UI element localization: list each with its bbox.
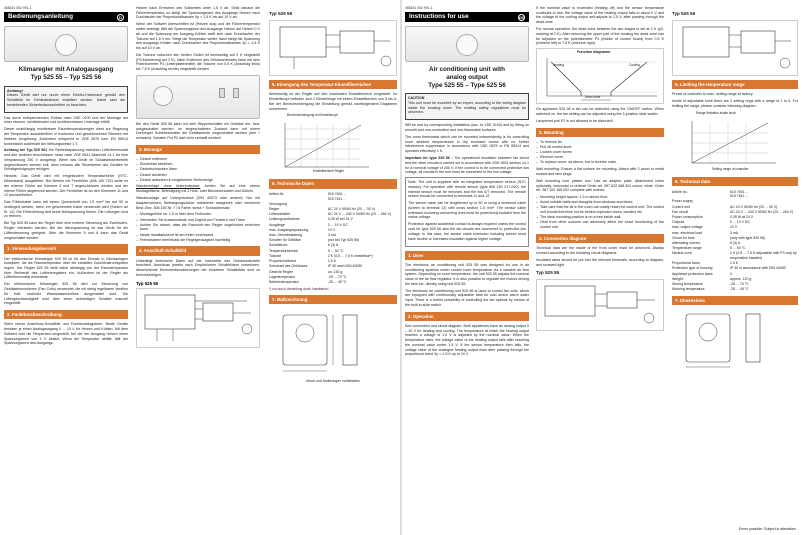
range-diagram-axis-en: Setting range of controller [712, 166, 749, 171]
table-cell: 6 (3) A [729, 240, 741, 245]
wiring-diagram-525-55-en [536, 279, 664, 331]
adjust-knob [55, 34, 77, 56]
wiring-diagram-svg-2-en [673, 21, 797, 75]
caution-box [405, 93, 529, 120]
montage-list-2 [136, 212, 260, 242]
table-cell: 10 V [729, 225, 738, 230]
title-line-2-en: analog output [446, 74, 488, 82]
table-cell: -25 ... 70 °C [327, 274, 347, 279]
table-cell: 6 (3) A [327, 243, 339, 248]
note-text: Note: The unit is supplied with an integrated temperature sensor (NTC resistor). For operation with remote sensor (type 606 150 217-000), the internal sensor must be removed and the link 6/7 removed. The remote sensor should be connected to terminals 11 and 12. [408, 180, 526, 199]
wiring-type-label-2: Typ 525 56 [269, 11, 293, 16]
title-line-3-en: Type 525 55 – Type 525 56 [428, 81, 506, 89]
table-cell: Temperature range [672, 246, 702, 251]
table-cell: AC 24 V ... 240 V 50/60 Hz (20 ... 264 V) [327, 212, 392, 217]
table-cell: -25 ... 45 °C [327, 279, 347, 284]
note-box [405, 177, 529, 246]
table-cell: Schutzart des Gehäuses [269, 264, 308, 269]
range-diagram-svg [269, 119, 397, 175]
operation-text-1: Heizen nach Erreichen des Sollwertes unter 1,5 V ab. Sinkt danach die Führertemperatur, so steigt der Spannungswert des Ausgangs Heizen nach Durchlaufen der Proportionalbandes Xp = 1,5 K bis auf 10 V an. [136, 6, 260, 20]
caution-text: This unit must be mounted by an expert, according to the wiring diagram inside the housing cover. The existing safety regulations must be observed. [408, 100, 526, 115]
important-note [405, 156, 529, 175]
table-cell: max. Strombelastung [269, 233, 303, 238]
device-open-photo [136, 75, 260, 119]
section-2-text: Siehe hierzu Anschluss-Schaltbild und Funktionsdiagramm. Beide Geräte besitzen je einen Analogausgang 0 ... 10 V für Heizen und Kühlen. Mit dem Sollwert wird die Temperatur eingestellt, bei der der Ausgang Heizen einen Spannungswert von 1 V besitzt. Wenn die Temperatur abfällt, fällt der Spannungswert des Ausgangs. [4, 322, 128, 346]
section-4-heading-en: 4. Connection diagram [536, 234, 664, 243]
wiring-type-label-2-en: Typ 525 56 [672, 11, 696, 16]
table-row [269, 212, 397, 217]
table-cell: AC 24 V 50/60 Hz (20 ... 30 V) [729, 204, 778, 209]
table-cell: Outputs [672, 220, 685, 225]
wall-mount-text-en: Wall mounting: Ensure a flat surface for mounting. Attach with 2 wood or metal screws and rawl plugs. [536, 167, 664, 176]
section-5-text-2-en: Inside of adjustable knob there are 2 setting rings with a range of 1 to 6. For limiting the range, please consider following diagram. [672, 99, 798, 108]
list-item: – Vermeiden Sie Aussenwände und Zugluft von Fenstern und Türen [136, 218, 260, 223]
warning-label: Achtung! [7, 88, 23, 93]
list-item: – Remove cover [536, 155, 664, 160]
doc-title-en [405, 66, 529, 89]
list-item: – To replace cover: as above, but in reverse order. [536, 160, 664, 165]
operation-text-2-en: For normal operation, the dead zone between the two stages is set at 2 K (p3-marking at 2 K). After removing the upper part of the housing the dead zone can be adjusted on the potentiometer P3 (middle of control board) from 0.5 K (extreme left) to 7.5 K (extreme right). [536, 27, 664, 46]
device-photo-front [4, 26, 128, 62]
wiring-type-label: Typ 525 55 [136, 281, 260, 287]
table-cell: 0.35 W at 24 V [729, 214, 754, 219]
section-5-heading-en: 5. Limiting the temperature range [672, 80, 798, 89]
table-cell: 5 ... 30 °C [729, 246, 746, 251]
table-cell: Proportional band [672, 261, 700, 266]
section-5-text-en: Preset of controller to max. setting range at factory. [672, 92, 754, 97]
table-cell: 1,5 K [327, 259, 337, 264]
section-2-heading-en: 2. Operation [405, 312, 529, 321]
table-cell: -25 ... 70 °C [729, 281, 749, 286]
table-cell: Control unit [672, 204, 690, 209]
range-diagram-en [672, 111, 798, 173]
footer-note-en: Errors possible / Subject to alterations [738, 526, 796, 531]
table-cell: 1.5 K [729, 261, 739, 266]
header-bar-en [405, 12, 529, 22]
warning-text: Dieses Gerät darf nur durch einen Elektro-Fachmann gemäß den Schaltbild im Gehäusedeckel installiert werden. Dabei sind die bestehenden Sicherheitsvorschriften zu beachten. [7, 93, 125, 107]
operation-text-1-en: If the nominal value is exceeded (heating off) and the sensor temperature continues to rise, the voltage value of the heating output falls to about 0 V and the voltage of the cooling output self-adjusts to 1.5 V, after passing through the dead zone. [536, 6, 664, 25]
function-heating-label: Heating [553, 63, 564, 68]
section-4-text-2-en: Insulated wires should be put into the relevant terminals, according to diagram, and screwed tight. [536, 257, 664, 267]
table-cell: Power consumption [672, 214, 703, 219]
list-item: – Avoid outside walls and draughts from windows and doors. [536, 200, 664, 205]
table-cell: IP 30 in accordance with DIN 40050 [729, 266, 786, 271]
table-cell: max. Ausgangsspannung [269, 227, 309, 232]
range-diagram [269, 113, 397, 175]
table-cell: 3 mA [729, 230, 739, 235]
list-item: – Deckel entfernen [136, 157, 260, 162]
header-title-en: Instructions for use [409, 13, 469, 21]
table-cell: 5 ... 30 °C [327, 248, 344, 253]
table-cell: approx. 120 g [729, 276, 752, 281]
table-cell: Proportionalband [269, 259, 296, 264]
table-cell: 10 V [327, 227, 336, 232]
table-row [672, 287, 798, 292]
table-cell: Lüfterschalter [269, 212, 291, 217]
list-item: – Pull off control knob [536, 145, 664, 150]
function-cooling-label: Cooling [629, 63, 640, 68]
table-cell: ca. 130 g [327, 269, 343, 274]
section-5-heading: 5. Einengung des Temperatur-Einstellbereiches [269, 80, 397, 89]
list-item: – Einstellrad abziehen; [136, 162, 260, 167]
section-3-heading: 3. Montage [136, 145, 260, 154]
range-diagram-label: Bereichseinengung im Einstellknopf [287, 113, 338, 118]
table-cell: Power supply [672, 199, 694, 204]
box-mount-text: Wandmontage auf Unterputzdose (DIN 49073 oder andere): Nur mit Adapterrahmen; Befestigungslöcher wahlweise waagrecht oder senkrecht Best.-Bez. 606 150 Nr. 7 / 8 Farbe: weiss + Schraubensatz [136, 196, 260, 210]
doc-number: 468151 002 991-1 [4, 6, 32, 10]
table-cell: 0,35 W bei 24 V [327, 217, 353, 222]
typ-warning-label: Achtung bei Typ 525 561 [4, 148, 48, 153]
table-cell: Schaltstrom [269, 243, 288, 248]
fuehler-text: Das Fühlerkabel kann mit einem Querschnitt von 1,5 mm² bis auf 50 m verlängert werden, wenn ein geschirmtes Kabel verwendet wird (Schirm an Kl. 12). Die Fühlerleitung darf keine Netzspannung führen. Die Leitungen sind zu trennen. [4, 200, 128, 219]
list-item: – To remove lid: [536, 140, 664, 145]
table-cell: AC 24 V 50/60 Hz (20 ... 30 V) [327, 207, 376, 212]
table-cell: Betriebstemperatur [269, 279, 299, 284]
table-cell: 3 mA [327, 233, 337, 238]
warning-box [4, 86, 128, 113]
table-row [269, 192, 397, 202]
table-cell: 2 K (0.5 ... 7.5 K adjustable with P3 only by responsible installer) [729, 251, 797, 260]
section-2-text-en: See connection and circuit diagram. Both appliances have an analog output 0 – 10 V for heating and cooling. The temperature at which the heating output reaches a voltage of 1.5 V is adjusted by the nominal value. When the temperature rises, the voltage value of the heating output falls after reaching the nominal value under 1.5 V. If the sensor temperature then falls, the voltage value of the analogue heating output rises after passing through the proportional band Xp = 1.5 K up to 10 V. [405, 323, 529, 357]
list-item: – Deckelschrauben lösen [136, 167, 260, 172]
table-cell: 0 ... 10 V DC [729, 220, 750, 225]
montage-list [136, 157, 260, 182]
section-1-heading-en: 1. Uses [405, 251, 529, 260]
table-cell: Leistungsaufnahme [269, 217, 300, 222]
table-cell: max. output voltage [672, 225, 703, 230]
ce-text: Das durch entsprechenden Einbau nach VDE 0100 und der Montage auf einer ebenen, nichtleitenden und nichtbrennbaren Unterlage erfüllt. [4, 115, 128, 125]
table-cell: max. electrical load [672, 230, 702, 235]
inner-knob [153, 86, 173, 106]
list-item: – The ideal mounting position is on a free inside wall. [536, 215, 664, 220]
header-title: Bedienungsanleitung [8, 13, 73, 21]
function-diagram [536, 48, 664, 104]
table-cell: Regler [269, 207, 280, 212]
title-line-2: Typ 525 55 – Typ 525 56 [30, 74, 102, 82]
wiring-diagram-svg-2 [270, 21, 398, 75]
section-4-heading: 4. Anschluß-Schaltbild [136, 246, 260, 255]
table-cell: Storing temperature [672, 281, 703, 286]
footer-note: Irrtum und Änderungen vorbehalten [306, 379, 360, 384]
table-cell: Temperaturbereich [269, 248, 299, 253]
wiring-diagram-525-55 [136, 288, 260, 348]
caution-label: CAUTION [408, 96, 425, 101]
doc-number-en: 468151 002 991-1 [405, 6, 433, 10]
doc-title [4, 66, 128, 81]
operation-text-3: Die Totzone zwischen den beiden Stufen ist werksseitig auf 2 K eingestellt (P3-Markierung auf 2 K). Nach Entfernen des Gehäusedeckels kann mit dem Potentiometer P3 (Leiterplattenmitte) die Totzone von 0,5 K (Anschlag links) bis 7,5 K (Anschlag rechts) eingestellt werden. [136, 52, 260, 72]
table-cell: (only with type 525 56) [729, 235, 766, 240]
right-doc-column-3 [669, 0, 802, 535]
list-item: – Loosen cover screw [536, 150, 664, 155]
mounting-list-2 [536, 195, 664, 230]
wiring-diagram-svg [137, 289, 259, 347]
table-cell: AC 24 V ... 240 V 50/60 Hz (20 ... 264 V) [729, 209, 794, 214]
adjust-knob-en [456, 34, 478, 56]
title-line-1: Klimaregler mit Analogausgang [18, 66, 114, 74]
left-doc-column-3 [266, 0, 400, 535]
list-item: – Achten Sie darauf, dass die Raumluft den Regler ungehindert erreichen kann. [136, 223, 260, 232]
table-cell: Appliance protection class [672, 271, 713, 276]
intro-text: Dieser unabhängig montierbare Raumtemperaturregler dient zur Regelung der Temperatur ausschließlich in trockenen und geschlossenen Räumen mit üblicher Umgebung. Außerdem entspricht er VDE 0875 bzw. EN 55014 funkentstört außerhalb der Wirkungsweise 1 Y. [4, 127, 128, 146]
section-1-heading: 1. Verwendungsbereich [4, 244, 128, 253]
list-item: – Montagehöhe ca. 1,5 m über dem Fußboden [136, 212, 260, 217]
table-cell: Totzone [269, 253, 282, 258]
table-cell: Artikel-Nr. [269, 192, 285, 197]
section-2-heading: 2. Funktionsbeschreibung [4, 310, 128, 319]
left-doc-column-1 [0, 0, 131, 535]
regler-text: Bei Typ 525 55 kann der Regler über eine externe Steuerung als 'Zweistufen-Regler' betrieben werden. Bei der Nennspannung ist das Gerät für die Lüftersteuerung geeignet. Über die Klemmen 5 und 6 kann das Gerät umgeschaltet werden. [4, 221, 128, 240]
table-cell: Fan circuit [672, 209, 689, 214]
range-diagram-axis: Einstellbereich Regler [313, 169, 345, 174]
list-item: – Fremdwärme beeinflusst die Regelgenauigkeit nachteilig. [136, 238, 260, 243]
table-cell: (nur bei Typ 525 56) [327, 238, 360, 243]
table-row [672, 251, 798, 261]
function-diagram-title: Function diagramm [577, 50, 611, 55]
table-cell: Lagertemperatur [269, 274, 295, 279]
table-cell: IP 30 nach DIN 40050 [327, 264, 363, 269]
table-cell: Protection type of housing [672, 266, 713, 271]
table-cell: Ausgänge [269, 222, 285, 227]
right-doc-column-1 [402, 0, 532, 535]
table-cell: 515 7601 ... 515 7611 ... [729, 189, 749, 199]
table-row [672, 189, 798, 199]
tech-data-table-de [269, 192, 397, 285]
table-cell: Neutral zone [672, 251, 692, 256]
right-doc-column-2 [533, 0, 667, 535]
table-cell: Working temperature [672, 287, 705, 292]
range-diagram-label-en: Range limitation inside knob [696, 110, 736, 115]
dimension-drawing [269, 307, 397, 377]
typ-warning [4, 148, 128, 172]
title-line-1-en: Air conditioning unit with [429, 66, 505, 74]
hinweis-text: Hinweis: Das Gerät wird mit eingebautem Temperaturfühler (NTC-Widerstand) ausgeliefert. Bei Betrieb mit Fernfühler (606 150 732) sollte es der externe Fühler auf Klemme 6 und 7 angeschlossen werden und der interne Fühler abgetrennt werden. Der Fernfühler ist an den Klemmen 11 und 12 anzuschließen. [4, 174, 128, 198]
operation-text-2: Wenn der Sollwert überschritten ist (Heizen aus) und die Führertemperatur weiter ansteigt, fällt der Spannungswert des Ausgangs Heizen auf Heizen 0 V ab und die Spannung am Ausgang Kühlen stellt sich nach Durchlaufen der Totzone auf 1,5 V ein. Steigt die Temperatur weiter, dann steigt die Spannung des Ausgangs Kühlen nach Durchlaufen des Proportionalbandes Xp = 1,5 K bis auf 10 V an. [136, 22, 260, 51]
wall-mount-body: Achten Sie auf eine ebene Montagefläche. Befestigung mit 2 Holz- oder Blechschrauben und Dübeln. [136, 184, 260, 194]
wall-mount-text [136, 184, 260, 193]
function-deadzone-label: Dead zone [585, 95, 601, 100]
list-item: – Mounting height approx. 1.5 m above floor. [536, 195, 664, 200]
left-doc-column-2 [133, 0, 263, 535]
protective-text: Protection against accidental contact is always required unless the control cord for type 525 56 also the fan circuits are connected to protective low voltage. In this case, the sensor cable extension including screen must have double or increased insulation against higher voltage. [408, 222, 526, 241]
table-row [269, 280, 397, 285]
section-4-text-en: Technical data are the inside of the front cover must be observed. Always connect according to the following circuit diagrams. [536, 246, 664, 255]
table-cell: 3 ... 10 V DC [327, 222, 348, 227]
wall-mount-label: Wandmontage ohne Unterputzdose: [136, 184, 201, 189]
mounting-list [536, 140, 664, 165]
table-cell: 2 K (0,5 ... 7,5 K einstellbar*) [327, 253, 373, 258]
operation-text-4: Bei den Gerät 525 56 kann mit dem Wippenschalter ein Gebläse ein- bzw. ausgeschaltet werden. Im eingeschalteten Zustand kann mit einem Drehregler Schiebeschalter die Gebläsestufe umgeschaltet werden (drei + schwach). Schalter Pot P2 darf nicht verstellt werden! [136, 121, 260, 141]
ce-text-en: Will be met by corresponding installation (acc. to VDE 0100) and by fitting on smooth and non-conductive and non-flammable surfaces. [405, 123, 529, 132]
table-cell: Versorgung [269, 201, 287, 206]
device-photo-front-en [405, 26, 529, 62]
dimension-drawing-svg-en [672, 308, 796, 370]
dimension-drawing-svg [269, 307, 397, 375]
section-6-heading: 6. Technische Daten [269, 179, 397, 188]
wiring-diagram-525-56-en [672, 20, 798, 76]
rocker-switch [233, 88, 239, 98]
tech-data-table-en [672, 189, 798, 292]
sensor-text: The sensor cable can be lengthened up to 50 m using a screened cable (screen to terminal 12) with cross section 1.5 mm². The sensor cable extension including connecting lines must be protectively isolated from the mains voltage. [408, 201, 526, 220]
table-row [672, 266, 798, 271]
list-item: – Take care that the air in the room can easily reach the control unit. The control unit should therefore not be behind cupboard doors, curtains etc. [536, 205, 664, 214]
important-text: The operational insulation between fan circuit and the other circuits is carried out in accordance with VDE 0631 section 14.1 for a nominal voltage of 250 V. If the control is to be connected protective low voltage, all circuits in the unit must be connected to the low voltage. [405, 156, 530, 175]
intro-text-en: The room thermostat which can be mounted independently is for controlling room ambient temperatures in dry enclosed rooms with no further interference suppression in accordance with VDE 0875 or EN 55014 and operates effectively 1 K. [405, 134, 529, 154]
section-7-heading: 7. Maßzeichnung [269, 295, 397, 304]
table-cell: Weight [672, 276, 683, 281]
range-diagram-svg-en [672, 117, 796, 169]
tech-footnote: *) nur durch Verstellung durch Installateur! [269, 286, 329, 291]
important-label: Important for type 525 56 : [405, 156, 453, 161]
list-item: – Deckel abziehen [136, 173, 260, 178]
list-item: – Heat from other sources can adversely affect the exact functioning of the control unit. [536, 220, 664, 229]
operation-text-4-en: Lacquered poti P2 is not allowed to be distorted! [536, 118, 613, 123]
section-1-text-en: The electronic air conditioning unit 525 55 was designed for use in air conditioning systems which control room temperature via a variable air flow system. Depending on room temperature, the unit 525 55 adjusts the nominal value of the air flow regulator. It is also possible to regulate the motors driving the fans etc. directly using unit 525 55. [405, 262, 529, 286]
section-4-text: Unbedingt technische Daten auf der Innenseite des Gehäusedeckels beachten. Anschluss jeweils nach Empfohlenen Schaltbildern vornehmen. Abweichende Klemmenbezeichnungen der einzelnen Schaltbilder sind zu berücksichtigen. [136, 258, 260, 277]
section-3-heading-en: 3. Mounting [536, 128, 664, 137]
section-1-text: Der elektronische Klimaregler 525 55 ist für den Einsatz in Klimaanlagen konzipiert, die die Raumtemperatur über ein variables Volumenstromsystem regeln. Der Regler 525 55 stellt dabei abhängig von der Raumtemperatur über Stellventil des Luftheizregisters ein. Außerdem ist der Regler als Lüfterthermostat einsetzbar. [4, 256, 128, 280]
slide-switch [219, 88, 225, 98]
box-mount-text-en: Wall mounting over plaster box: Use an adaptor plate. Attachment holes optionally, horizontal or vertical: Order ref. 087 632 488 801 colour: white. Order ref. 087 103 168 002 complete with screws. [536, 178, 664, 193]
table-cell: alternating current [672, 240, 701, 245]
header-bar-de [4, 12, 128, 22]
table-cell: Article no. [672, 189, 688, 194]
table-cell: Gewicht Regler [269, 269, 293, 274]
operation-text-3-en: On appliance 525 56 a fan can be switched using the ON/OFF switch. When switched on, the fan setting can be adjusted using the 3-position slide switch. [536, 107, 664, 116]
table-cell: 515 7601 ... 515 7611 ... [327, 192, 347, 201]
typ-warning-text: Die Betriebsspannung zwischen Lüfterthermostat und den anderen Anschlüssen muss nach VDE 0631 Abschnitt 14.1 für eine Verspannung 250 V ausgelegt. Wenn das Gerät im Schaltsteckerbetrieb angeschlossen werden soll, dann müssen alle Stromkreise des Gerätes im Schaltgerüstgruppe erfolgen. [4, 148, 129, 172]
list-item: – Ideale Installationsort ist am freien Innenwand. [136, 233, 260, 238]
language-badge: D [117, 14, 124, 21]
language-badge-en: GB [519, 14, 525, 20]
section-5-text: Werksseitig ist der Regler auf den maximalen Einstellbereich eingestellt. Im Einstellknopf befinden sich 2 Einstellringe mit einem Einstellbereich von 5 bis 6. Bei der Bereichseinengung die Einstellung gemäß nachfolgendem Diagramm vornehmen. [269, 92, 397, 111]
section-7-heading-en: 7. Dimensions [672, 296, 798, 305]
wiring-diagram-525-56 [269, 20, 397, 76]
table-cell: Circuit for fans [672, 235, 695, 240]
table-cell: -25 ... 45 °C [729, 287, 749, 292]
wiring-type-label-en: Typ 525 55 [536, 269, 560, 275]
section-6-heading-en: 6. Technical data [672, 177, 798, 186]
table-cell: Schalter für Gebläse [269, 238, 301, 243]
list-item: – Deckel aufsetzen in umgekehrter Reihenfolge [136, 178, 260, 183]
wiring-diagram-svg-en [537, 280, 663, 330]
table-cell: II [729, 271, 732, 276]
dimension-drawing-en [672, 308, 798, 372]
section-1-text-2-en: The electronic air conditioning unit 525 56 is used to control fan coils, which are equipped with continuously adjustable fans for cold and/or warm water input. There is a further possibility of controlling the fan speeds by means of the built-in slide switch. [405, 288, 529, 307]
section-1-text-2: Der elektronische Klimaregler 525 56 wird zur Steuerung von Gebläsekonvektoren (Fan-Coils) verwendet, die mit stetig regelbaren Ventilen für Kalt- und/oder Warmwasserzufluss ausgestattet sind. Die Lüftergeschwindigkeit wird über einen dreistufigen Schalter manuell eingestellt. [4, 282, 128, 306]
